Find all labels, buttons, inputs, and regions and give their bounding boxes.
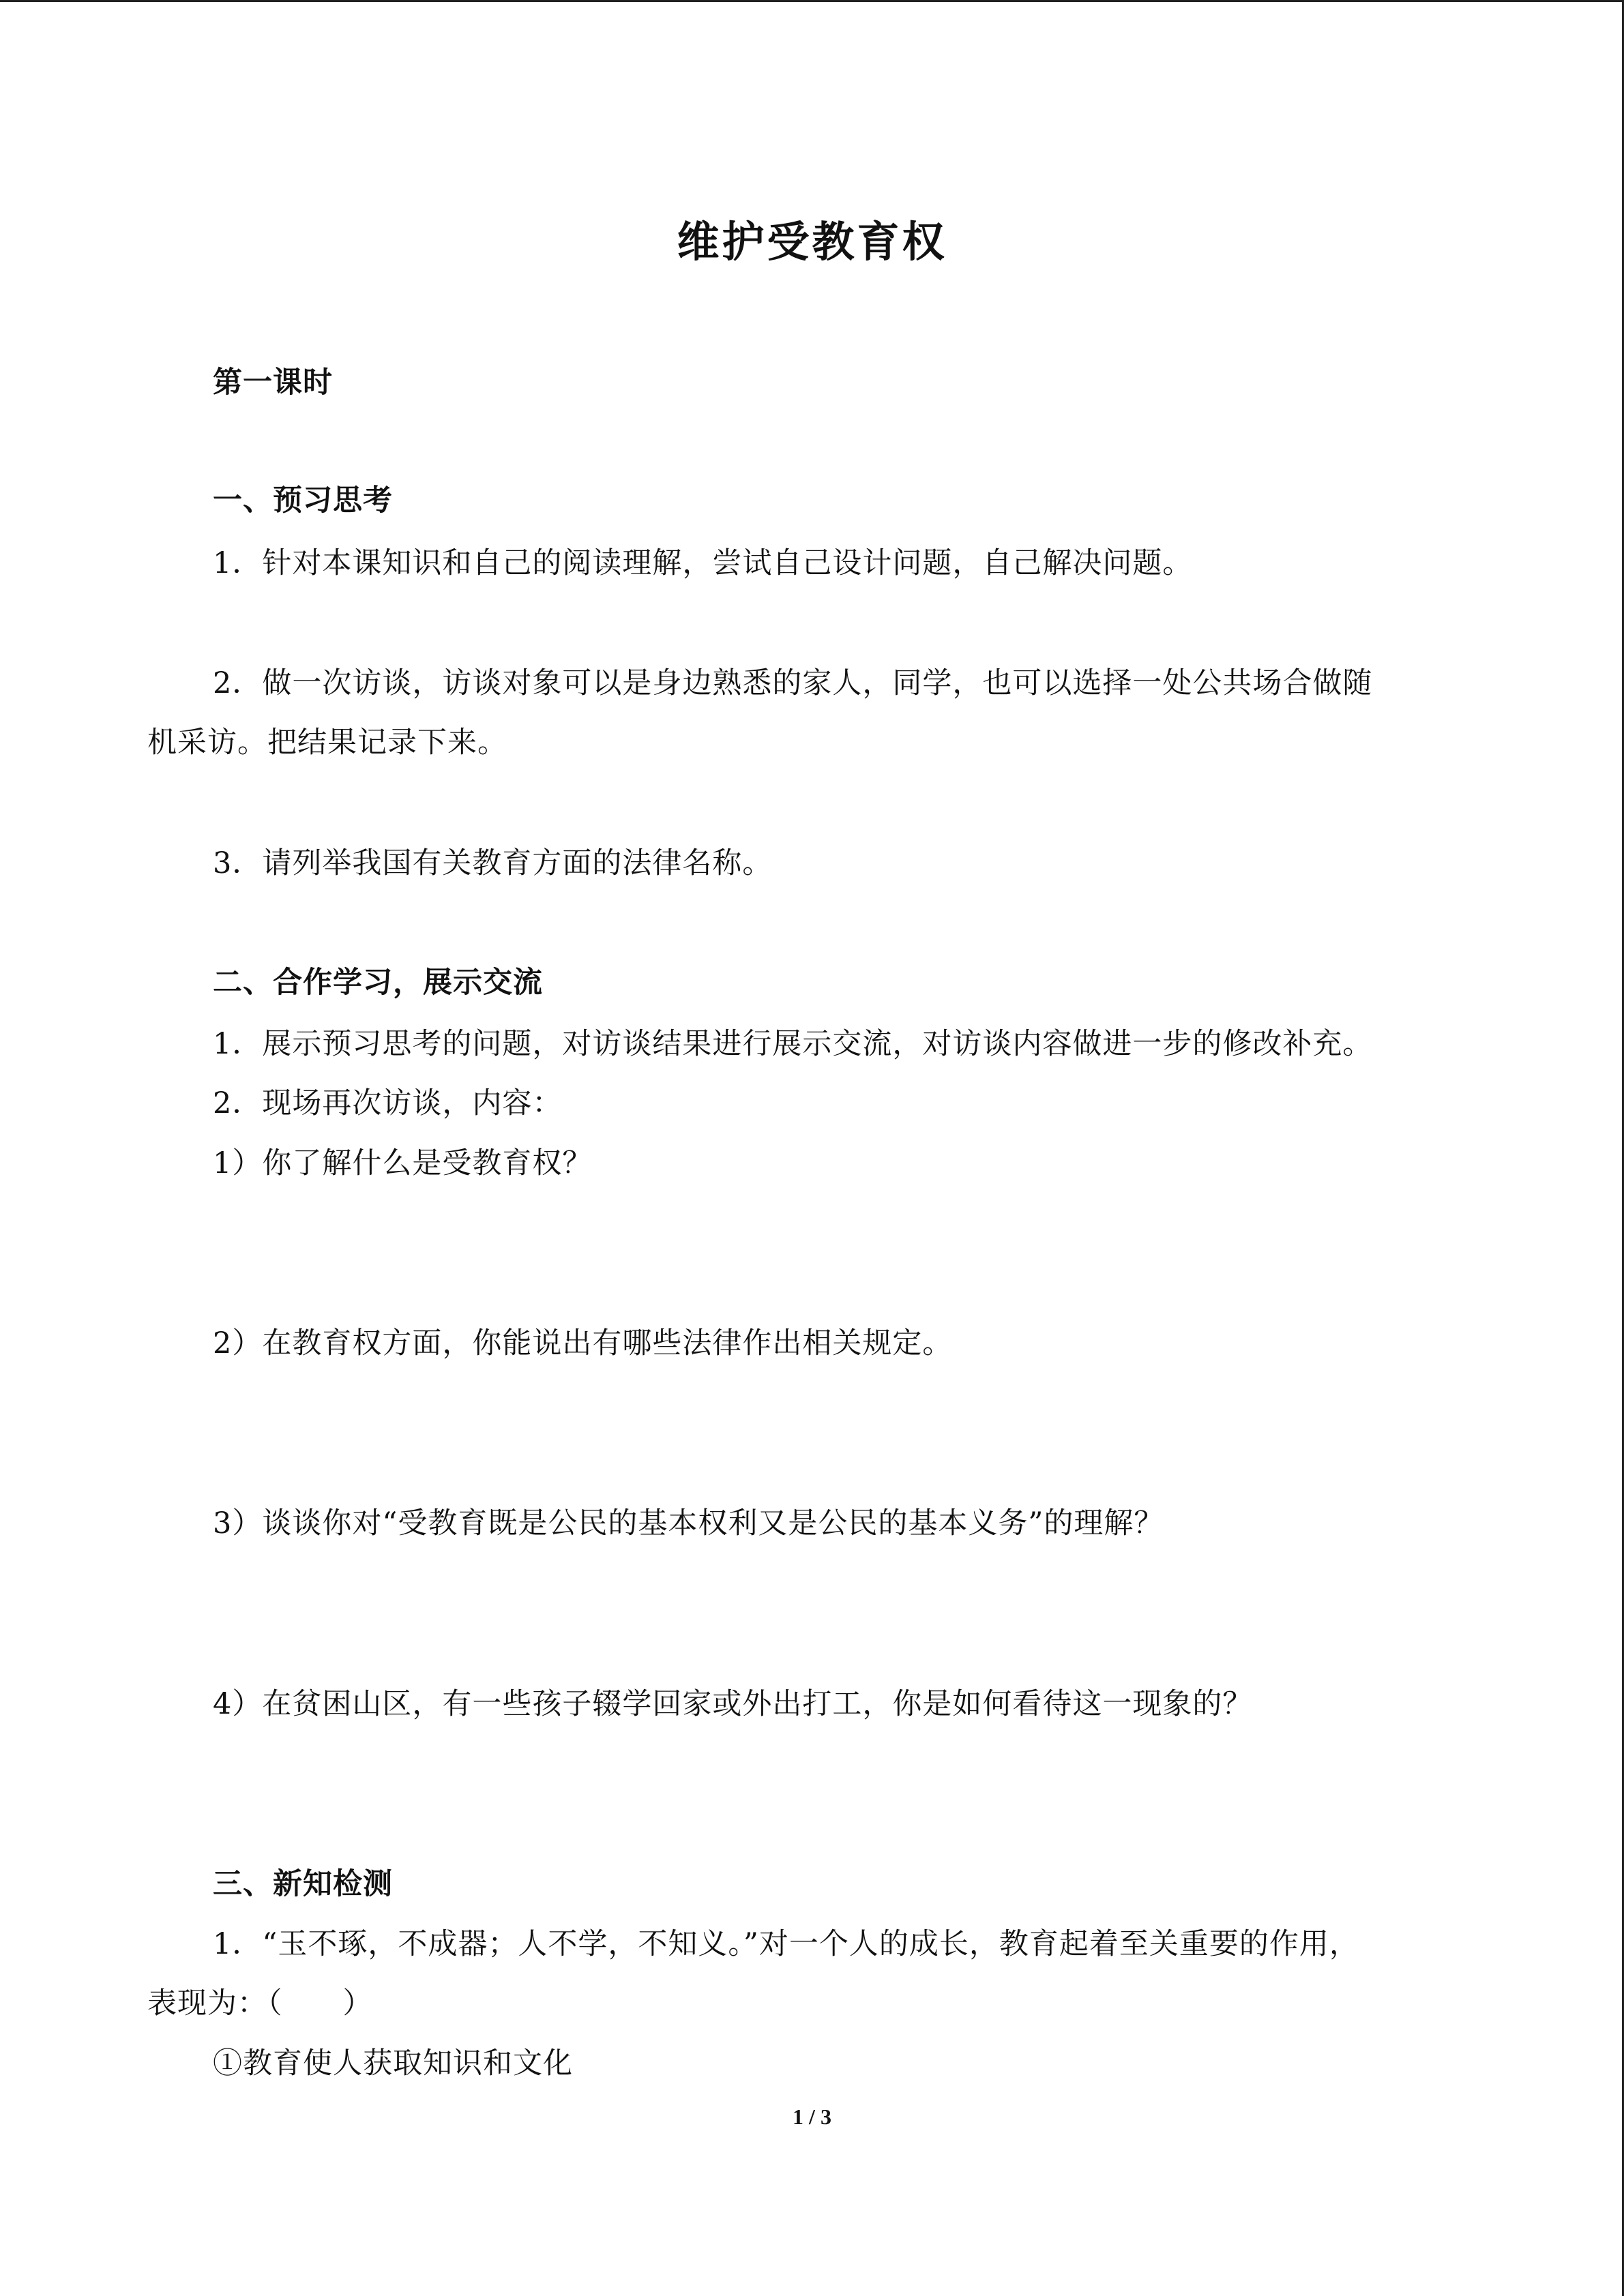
- section-heading-check: 三、新知检测: [213, 1867, 393, 1901]
- preview-item-1: 1．针对本课知识和自己的阅读理解，尝试自己设计问题，自己解决问题。: [213, 546, 1193, 580]
- page-number: 1 / 3: [793, 2104, 831, 2129]
- lesson-label: 第一课时: [213, 366, 333, 400]
- interview-question-2: 2）在教育权方面，你能说出有哪些法律作出相关规定。: [213, 1326, 953, 1360]
- document-title: 维护受教育权: [677, 217, 947, 267]
- preview-item-2-line-2: 机采访。把结果记录下来。: [147, 726, 507, 760]
- interview-question-4: 4）在贫困山区，有一些孩子辍学回家或外出打工，你是如何看待这一现象的？: [213, 1687, 1253, 1721]
- cooperation-item-1: 1．展示预习思考的问题，对访谈结果进行展示交流，对访谈内容做进一步的修改补充。: [213, 1027, 1373, 1061]
- interview-question-3: 3）谈谈你对“受教育既是公民的基本权利又是公民的基本义务”的理解？: [213, 1506, 1164, 1540]
- preview-item-2-line-1: 2．做一次访谈，访谈对象可以是身边熟悉的家人，同学，也可以选择一处公共场合做随: [213, 666, 1373, 700]
- interview-question-1: 1）你了解什么是受教育权？: [213, 1146, 593, 1180]
- check-item-1-line-1: 1．“玉不琢，不成器；人不学，不知义。”对一个人的成长，教育起着至关重要的作用，: [213, 1927, 1359, 1961]
- cooperation-item-2: 2．现场再次访谈，内容：: [213, 1086, 563, 1120]
- check-option-1: ①教育使人获取知识和文化: [213, 2046, 573, 2081]
- preview-item-3: 3．请列举我国有关教育方面的法律名称。: [213, 846, 773, 880]
- check-item-1-line-2: 表现为：（ ）: [147, 1986, 373, 2021]
- section-heading-cooperation: 二、合作学习，展示交流: [213, 966, 543, 1000]
- section-heading-preview: 一、预习思考: [213, 483, 393, 518]
